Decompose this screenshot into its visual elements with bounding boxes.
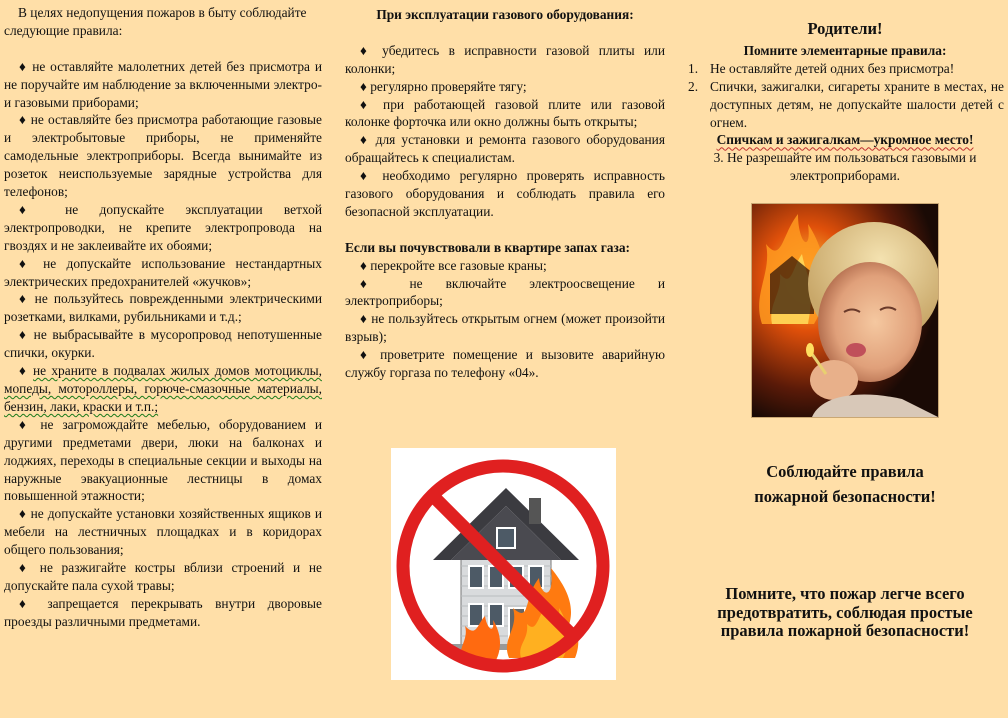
rule-item [4, 362, 322, 416]
parents-rule-item [686, 60, 1004, 78]
child-fire-photo [751, 203, 939, 418]
rule-text: Не разрешайте им пользоваться газовыми и электроприборами. [726, 150, 977, 184]
parents-rules-list [686, 60, 1004, 132]
matches-line [686, 131, 1004, 149]
intro-text: В целях недопущения пожаров в быту соблюдайте следующие правила: [4, 5, 307, 38]
rule-number: 2. [688, 78, 699, 94]
fire-safety-slogan [686, 459, 1004, 509]
rule-number: 1. [688, 60, 699, 76]
gas-rule-item: ♦ убедитесь в исправности газовой плиты или колонки; [345, 42, 665, 78]
gas-smell-item: ♦ проветрите помещение и вызовите аварийную службу горгаза по телефону «04». [345, 346, 665, 382]
no-fire-house-illustration [391, 448, 616, 680]
child-with-match-image [752, 204, 938, 417]
rule-item: ♦ не загромождайте мебелью, оборудованием и другими предметами двери, люки на балконах и лоджиях, переходы в специальные секции и выходы на наружные эвакуационные лестницы в домах повышенной этажности; [4, 416, 322, 506]
matches-text: Спичкам и зажигалкам—укромное место! [716, 132, 974, 148]
rule-item: ♦ не допускайте эксплуатации ветхой электропроводки, не крепите электропровода на гвоздях и не заклеивайте их обоями; [4, 201, 322, 255]
slogan-line: Соблюдайте правила [766, 462, 924, 481]
rule-item: ♦ не оставляйте малолетних детей без присмотра и не поручайте им наблюдение за включенными электро- и газовыми приборами; [4, 58, 322, 112]
prevention-slogan: Помните, что пожар легче всего предотвратить, соблюдая простые правила пожарной безопасности! [717, 584, 973, 640]
house-fire-prohibition-icon [391, 448, 616, 680]
rule-item: ♦ не разжигайте костры вблизи строений и не допускайте пала сухой травы; [4, 559, 322, 595]
parents-subtitle: Помните элементарные правила: [743, 42, 947, 58]
gas-heading: При эксплуатации газового оборудования: [376, 7, 634, 22]
rule-number: 3. [713, 150, 724, 166]
rule-item: ♦ запрещается перекрывать внутри дворовые проезды различными предметами. [4, 595, 322, 631]
gas-smell-item: ♦ перекройте все газовые краны; [345, 257, 665, 275]
gas-smell-heading: Если вы почувствовали в квартире запах газа: [345, 239, 631, 255]
gas-rule-item: ♦ необходимо регулярно проверять исправность газового оборудования и соблюдать правила его безопасной эксплуатации. [345, 167, 665, 221]
gas-rule-item: ♦ при работающей газовой плите или газовой колонке форточка или окно должны быть открыты; [345, 96, 665, 132]
rule-item-text: не храните в подвалах жилых домов мотоциклы, мопеды, мотороллеры, горюче-смазочные материалы, бензин, лаки, краски и т.п.; [4, 363, 322, 414]
rule-text: Спички, зажигалки, сигареты храните в местах, не доступных детям, не допускайте шалости детей с огнем. [710, 78, 1004, 130]
gas-smell-item: ♦ не пользуйтесь открытым огнем (может произойти взрыв); [345, 310, 665, 346]
gas-rule-item: ♦ регулярно проверяйте тягу; [345, 78, 665, 96]
slogan-line: пожарной безопасности! [754, 487, 936, 506]
fire-rules-column [4, 4, 322, 631]
rule-item: ♦ не выбрасывайте в мусоропровод непотушенные спички, окурки. [4, 326, 322, 362]
rule-item: ♦ не пользуйтесь поврежденными электрическими розетками, вилками, рубильниками и т.д.; [4, 290, 322, 326]
rule-text: Не оставляйте детей одних без присмотра! [710, 60, 955, 76]
parents-column [686, 20, 1004, 185]
parents-title: Родители! [807, 19, 883, 38]
gas-rules-column [345, 6, 665, 382]
parents-rule-item [686, 78, 1004, 132]
gas-rule-item: ♦ для установки и ремонта газового оборудования обращайтесь к специалистам. [345, 131, 665, 167]
rule-item: ♦ не допускайте установки хозяйственных ящиков и мебели на лестничных площадках и в коридорах общего пользования; [4, 505, 322, 559]
parents-rule-item [686, 149, 1004, 185]
rule-item: ♦ не допускайте использование нестандартных электрических предохранителей «жучков»; [4, 255, 322, 291]
rule-item: ♦ не оставляйте без присмотра работающие газовые и электробытовые приборы, не применяйте самодельные электроприборы. Всегда вынимайте из розеток неиспользуемые зарядные устройства для телефонов; [4, 111, 322, 201]
gas-smell-item: ♦ не включайте электроосвещение и электроприборы; [345, 275, 665, 311]
